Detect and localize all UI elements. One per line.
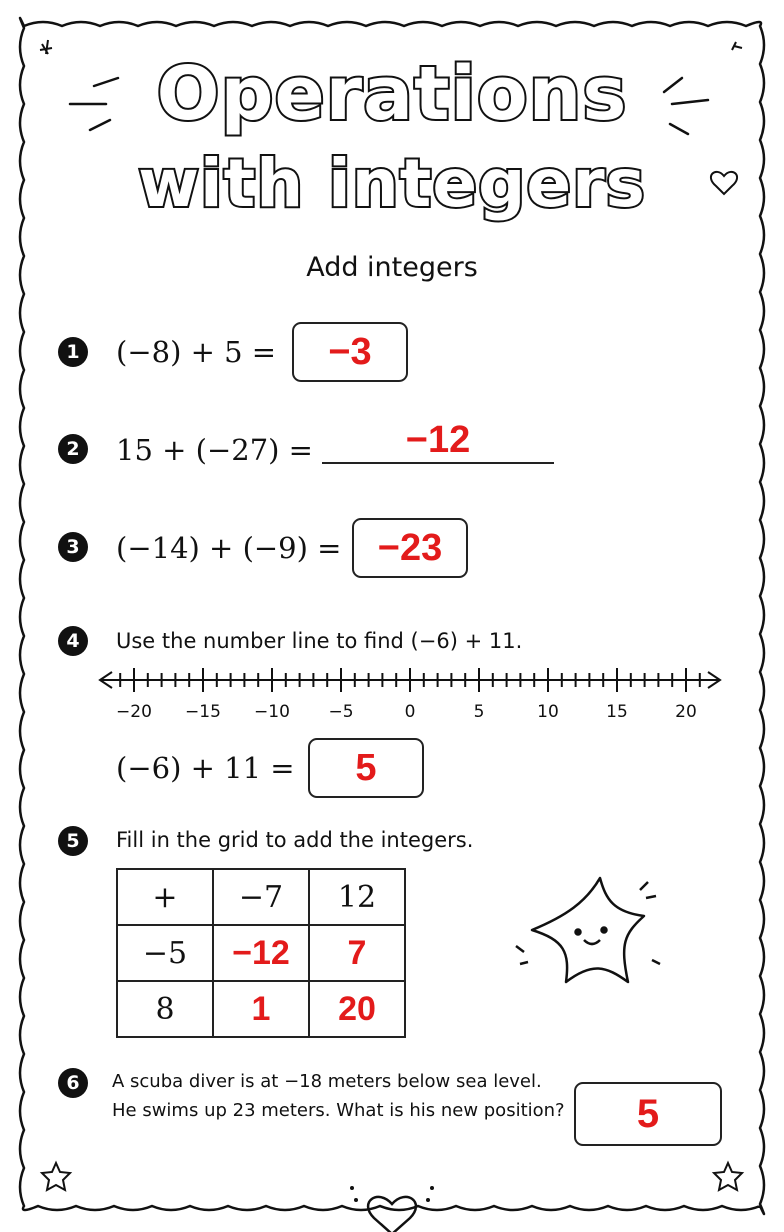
star-doodle-icon (516, 878, 660, 982)
grid-answer-cell[interactable]: 1 (213, 981, 309, 1037)
problem-2-answer-line[interactable] (322, 462, 554, 464)
problem-number-5: 5 (58, 826, 88, 856)
problem-4-instruction: Use the number line to find (−6) + 11. (116, 629, 523, 653)
problem-2-expression: 15 + (−27) = (116, 433, 313, 467)
number-line-tick-label: −5 (328, 702, 354, 722)
grid-answer-cell[interactable]: 20 (309, 981, 405, 1037)
number-line (100, 668, 720, 692)
page-title-line-1: Operations (156, 51, 628, 137)
number-line-tick-label: 10 (537, 702, 559, 722)
addition-grid (116, 868, 406, 1038)
problem-6-text-line-2: He swims up 23 meters. What is his new position? (112, 1100, 565, 1121)
number-line-tick-label: −10 (254, 702, 290, 722)
number-line-tick-label: −20 (116, 702, 152, 722)
grid-column-header: 12 (309, 869, 405, 925)
problem-6-text-line-1: A scuba diver is at −18 meters below sea level. (112, 1071, 542, 1092)
number-line-tick-label: −15 (185, 702, 221, 722)
number-line-tick-label: 20 (675, 702, 697, 722)
problem-3-answer-box[interactable]: −23 (352, 518, 468, 578)
grid-answer-cell[interactable]: 7 (309, 925, 405, 981)
grid-answer-cell[interactable]: −12 (213, 925, 309, 981)
small-star-icon (42, 1163, 70, 1190)
problem-2-answer: −12 (405, 419, 471, 461)
problem-number-1: 1 (58, 337, 88, 367)
grid-row-header: −5 (117, 925, 213, 981)
problem-1-answer-box[interactable]: −3 (292, 322, 408, 382)
grid-header-operator: + (117, 869, 213, 925)
number-line-tick-label: 0 (404, 702, 416, 722)
problem-number-2: 2 (58, 434, 88, 464)
problem-3-expression: (−14) + (−9) = (116, 531, 342, 565)
problem-4-answer-box[interactable]: 5 (308, 738, 424, 798)
problem-5-instruction: Fill in the grid to add the integers. (116, 828, 474, 852)
problem-6-answer-box[interactable]: 5 (574, 1082, 722, 1146)
problem-number-3: 3 (58, 532, 88, 562)
page-title-line-2: with integers (138, 145, 646, 222)
section-subtitle: Add integers (306, 252, 478, 283)
small-star-icon (714, 1163, 742, 1190)
problem-4-expression: (−6) + 11 = (116, 751, 295, 785)
heart-icon (368, 1197, 416, 1232)
grid-row-header: 8 (117, 981, 213, 1037)
problem-number-6: 6 (58, 1068, 88, 1098)
problem-1-expression: (−8) + 5 = (116, 335, 277, 369)
problem-number-4: 4 (58, 626, 88, 656)
number-line-tick-label: 15 (606, 702, 628, 722)
number-line-tick-label: 5 (473, 702, 485, 722)
grid-column-header: −7 (213, 869, 309, 925)
sparkle-dots-icon (350, 1186, 434, 1202)
